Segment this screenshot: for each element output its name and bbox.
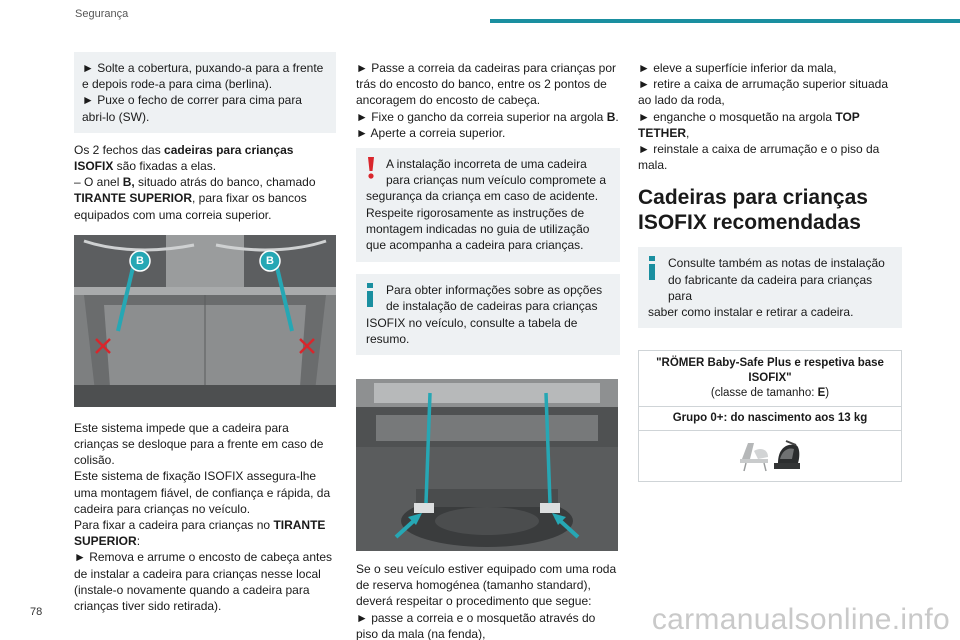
instruction-line — [356, 109, 620, 125]
watermark: carmanualsonline.info — [651, 603, 950, 636]
paragraph: Se o seu veículo estiver equipado com uma roda de reserva homogénea (tamanho standard), deverá respeitar o procedimento que segue: — [356, 562, 617, 609]
text: : — [136, 534, 141, 549]
instruction-line: ► eleve a superfície inferior da mala, — [638, 61, 837, 75]
info-box — [638, 247, 902, 328]
instruction-line: ► passe a correia e o mosquetão através do piso da mala (na fenda), — [356, 610, 596, 640]
instruction-line: ► reinstale a caixa de arrumação e o piso da mala. — [638, 142, 880, 173]
instruction-box — [74, 52, 336, 133]
text: situado atrás do banco, chamado — [134, 175, 316, 190]
instruction-line: ► Aperte a correia superior. — [356, 125, 506, 140]
instruction-line: ► retire a caixa de arrumação superior situada ao lado da roda, — [638, 77, 888, 108]
page-number: 78 — [30, 606, 43, 618]
paragraph — [74, 517, 336, 549]
child-seat-icon — [734, 437, 806, 473]
text-bold: TIRANTE SUPERIOR — [74, 518, 326, 549]
section-heading: Cadeiras para crianças ISOFIX recomendadas — [638, 186, 868, 235]
warning-text: A instalação incorreta de uma cadeira para crianças num veículo compromete a — [386, 157, 607, 188]
table-row — [639, 407, 901, 431]
warning-text: segurança da criança em caso de acidente. Respeite rigorosamente as instruções de montagem indicadas no guia de utilização que acompanha a cadeira para crianças. — [366, 189, 599, 253]
text: são fixadas a elas. — [113, 159, 217, 174]
text-bold: E — [817, 387, 826, 400]
paragraph — [74, 142, 336, 174]
text-bold: TOP TETHER — [638, 109, 860, 140]
text-bold: TIRANTE SUPERIOR — [74, 191, 193, 206]
info-text: saber como instalar e retirar a cadeira. — [648, 305, 854, 320]
info-icon — [367, 283, 373, 307]
info-icon — [649, 256, 655, 280]
anchor-label-b: B — [266, 254, 274, 267]
info-text: Consulte também as notas de instalação do fabricante da cadeira para crianças para — [668, 256, 885, 303]
instruction-line: ► Passe a correia da cadeiras para crianças por trás do encosto do banco, entre os 2 pontos de ancoragem do encosto de cabeça. — [356, 61, 617, 108]
text: Para fixar a cadeira para crianças no — [74, 518, 274, 533]
info-box — [356, 274, 620, 355]
warning-box — [356, 148, 620, 262]
instruction-line: ► Puxe o fecho de correr para cima para abri-lo (SW). — [82, 93, 302, 124]
paragraph: Este sistema de fixação ISOFIX assegura-lhe uma montagem fiável, de confiança e rápida, da cadeira para crianças no veículo. — [74, 469, 331, 516]
column-right — [638, 52, 902, 482]
trunk-anchor-photo — [74, 235, 336, 407]
section-title: Segurança — [75, 8, 129, 20]
text: Os 2 fechos das — [74, 142, 165, 157]
text: ► Fixe o gancho da correia superior na argola — [356, 109, 607, 124]
text-bold: cadeiras para crianças ISOFIX — [74, 142, 294, 174]
text: ► enganche o mosquetão na argola — [638, 109, 836, 124]
instruction-line: ► Solte a cobertura, puxando-a para a frente e depois rode-a para cima (berlina). — [82, 61, 324, 92]
table-row — [639, 431, 901, 481]
text: ) — [825, 387, 830, 400]
exclamation-icon — [367, 157, 375, 179]
table-row — [639, 351, 901, 407]
text: . — [615, 109, 619, 124]
text: , — [686, 125, 690, 140]
info-text: ISOFIX no veículo, consulte a tabela de resumo. — [366, 315, 578, 346]
spare-wheel-photo — [356, 379, 618, 551]
paragraph — [74, 174, 336, 223]
column-left — [74, 52, 336, 614]
weight-group: Grupo 0+: do nascimento aos 13 kg — [672, 412, 868, 425]
child-seat-table — [638, 350, 902, 482]
info-text: Para obter informações sobre as opções de instalação de cadeiras para crianças — [386, 283, 603, 314]
text-bold: B, — [122, 175, 135, 190]
text-bold: B — [606, 109, 616, 124]
instruction-line — [638, 109, 902, 141]
seat-name: "RÖMER Baby-Safe Plus e respetiva base ISOFIX" — [656, 357, 884, 385]
text: , para fixar os bancos equipados com uma correia superior. — [74, 191, 307, 222]
text: – O anel — [74, 175, 123, 190]
paragraph: ► Remova e arrume o encosto de cabeça antes de instalar a cadeira para crianças nesse local (instale-o novamente quando a cadeira para crianças tiver sido retirada). — [74, 550, 333, 614]
paragraph: Este sistema impede que a cadeira para crianças se desloque para a frente em caso de colisão. — [74, 420, 324, 468]
column-middle — [356, 52, 620, 640]
text: (classe de tamanho: — [710, 387, 818, 400]
anchor-label-b: B — [136, 254, 144, 267]
header-accent-bar — [490, 19, 960, 23]
